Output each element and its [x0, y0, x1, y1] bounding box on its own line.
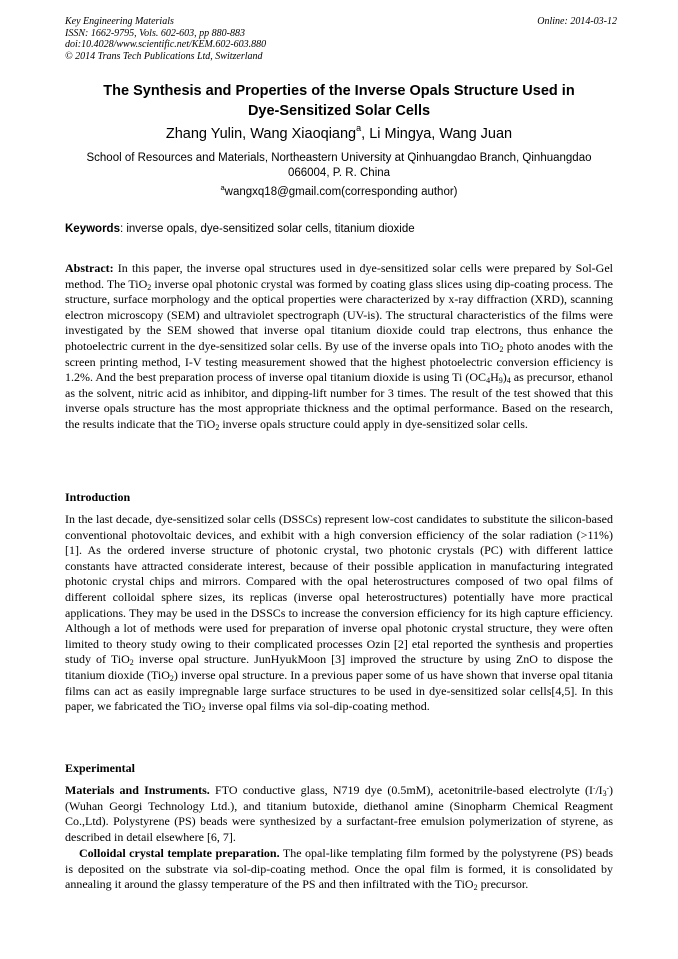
- abstract-text-4: as precursor, ethanol as the solvent, nitric acid as inhibitor, and dipping-lift number for 3 times. The result of the test showed that this inverse opals structure has the most appropriate thickness and the optimal performance. Based on the research, the results indicate that the TiO: [65, 370, 613, 431]
- title-line-2: Dye-Sensitized Solar Cells: [247, 103, 431, 119]
- materials-paragraph: [65, 783, 613, 845]
- abstract-text-1: In this paper, the inverse opal structures used in dye-sensitized solar cells were prepared by Sol-Gel method. The TiO: [65, 261, 613, 291]
- keywords-label: Keywords: [65, 223, 120, 235]
- intro-text-2: inverse opal structure. JunHyukMoon [3] improved the structure by using ZnO to dispose the titanium dioxide (TiO: [65, 652, 613, 682]
- email-text: wangxq18@gmail.com(corresponding author): [224, 186, 458, 198]
- affiliation: [65, 151, 613, 181]
- issn-line: ISSN: 1662-9795, Vols. 602-603, pp 880-883: [65, 27, 245, 39]
- template-text-2: precursor.: [477, 877, 529, 892]
- introduction-heading: Introduction: [65, 490, 131, 504]
- materials-sup: -: [592, 784, 596, 792]
- online-date: Online: 2014-03-12: [537, 16, 617, 27]
- keywords-text: : inverse opals, dye-sensitized solar cells, titanium dioxide: [119, 223, 415, 235]
- materials-label: Materials and Instruments.: [65, 783, 210, 797]
- intro-sub: 2: [201, 705, 206, 715]
- abstract-text-2: inverse opal photonic crystal was formed by coating glass slices using dip-coating process. The structure, surface morphology and the optical properties were characterized by x-ray diffraction (XRD), scanning electron microscopy (SEM) and ultraviolet spectrograph (UV-is). The structural characteristics of the films were investigated by the SEM showed that inverse opal titanium dioxide could trap electrons, thus enhance the photoelectric current in the dye-sensitized solar cells. By use of the inverse opals into TiO: [65, 276, 614, 353]
- author-2: Wang Xiaoqiang: [250, 126, 357, 142]
- abstract-sub: 2: [499, 344, 504, 354]
- template-sub: 2: [473, 883, 478, 893]
- title-line-1: The Synthesis and Properties of the Inverse Opals Structure Used in: [103, 83, 575, 99]
- abstract-text-5: inverse opals structure could apply in dye-sensitized solar cells.: [219, 416, 528, 431]
- intro-text-1: In the last decade, dye-sensitized solar cells (DSSCs) represent low-cost candidates to substitute the silicon-based conventional photovoltaic devices, and exhibit with a high conversion efficiency of the solar radiation (>11%) [1]. As the ordered inverse structure of photonic crystal, two photonic crystals (PC) with different lattice constants have attracted considerate interest, because of their possible application in manufacturing integrated photonic crystal chips and mirrors. Compared with the opal heterostructures composed of two opal films of different colloidal sphere sizes, its replicas (inverse opal heterostructures) potentially have more practical applications. They may be used in the DSSCs to increase the conversion efficiency for its high capture efficiency. Although a lot of methods were used for preparation of inverse opal photonic crystal structure, they were often limited to theory study owing to their complicated processes Ozin [2] etal reported the synthesis and properties study of TiO: [65, 512, 613, 667]
- materials-text-1: FTO conductive glass, N719 dye (0.5mM), acetonitrile-based electrolyte (I: [209, 783, 593, 797]
- template-label: Colloidal crystal template preparation.: [79, 846, 280, 860]
- abstract-formula-h: H: [490, 370, 499, 385]
- paper-title: [65, 81, 613, 121]
- abstract-sub: 2: [215, 422, 220, 432]
- author-2-mark: a: [356, 123, 362, 133]
- materials-sup: -: [606, 784, 609, 792]
- materials-text-2: ) (Wuhan Georgi Technology Ltd.), and titanium butoxide, diethanol amine (Sinopharm Chemical Reagment Co.,Ltd). Polystyrene (PS) beads were synthesized by a surfactant-free emulsion polymerization of styrene, as described in detail elsewhere [6, 7].: [65, 783, 613, 844]
- doi-line: doi:10.4028/www.scientific.net/KEM.602-603.880: [65, 39, 267, 50]
- affiliation-line-1: School of Resources and Materials, Northeastern University at Qinhuangdao Branch, Qinhuangdao: [86, 152, 592, 164]
- abstract: [65, 261, 613, 433]
- materials-slash: /I: [595, 783, 603, 797]
- journal-name: Key Engineering Materials: [65, 16, 174, 27]
- abstract-sub: 9: [498, 376, 503, 386]
- abstract-sub: 4: [506, 376, 511, 386]
- intro-text-4: inverse opal films via sol-dip-coating method.: [205, 699, 430, 714]
- abstract-sub: 4: [486, 376, 491, 386]
- introduction-paragraph: [65, 512, 613, 715]
- abstract-label: Abstract:: [65, 261, 114, 275]
- author-list: [65, 125, 613, 143]
- abstract-text-3: photo anodes with the screen printing method, I-V testing measurement showed that the highest photoelectric conversion efficiency is 1.2%. And the best preparation process of inverse opal titanium dioxide is using Ti (OC: [65, 338, 613, 385]
- materials-sub: 3: [602, 789, 607, 798]
- template-text-1: The opal-like templating film formed by the polystyrene (PS) beads is deposited on the substrate via sol-dip-coating method. Once the opal film is formed, it is consolidated by annealing it around the glassy temperature of the PS and then infiltrated with the TiO: [65, 846, 614, 892]
- email-mark: a: [220, 183, 225, 192]
- experimental-heading: Experimental: [65, 761, 135, 775]
- copyright-line: © 2014 Trans Tech Publications Ltd, Switzerland: [65, 50, 263, 62]
- abstract-formula-close: ): [502, 370, 507, 385]
- journal-header: [65, 16, 617, 62]
- abstract-sub: 2: [147, 282, 152, 292]
- author-1: Zhang Yulin,: [165, 126, 251, 142]
- intro-text-3: ) inverse opal structure. In a previous paper some of us have shown that inverse opal titania films can act as easily impregnable large surface structures to be used in dye-sensitized solar cells[4,5]. In this paper, we fabricated the TiO: [65, 667, 613, 714]
- corresponding-email: [65, 185, 613, 200]
- author-3-4: , Li Mingya, Wang Juan: [361, 126, 513, 142]
- keywords: [65, 222, 613, 237]
- intro-sub: 2: [129, 658, 134, 668]
- template-paragraph: [65, 846, 613, 893]
- affiliation-line-2: 066004, P. R. China: [287, 167, 391, 179]
- intro-sub: 2: [169, 673, 174, 683]
